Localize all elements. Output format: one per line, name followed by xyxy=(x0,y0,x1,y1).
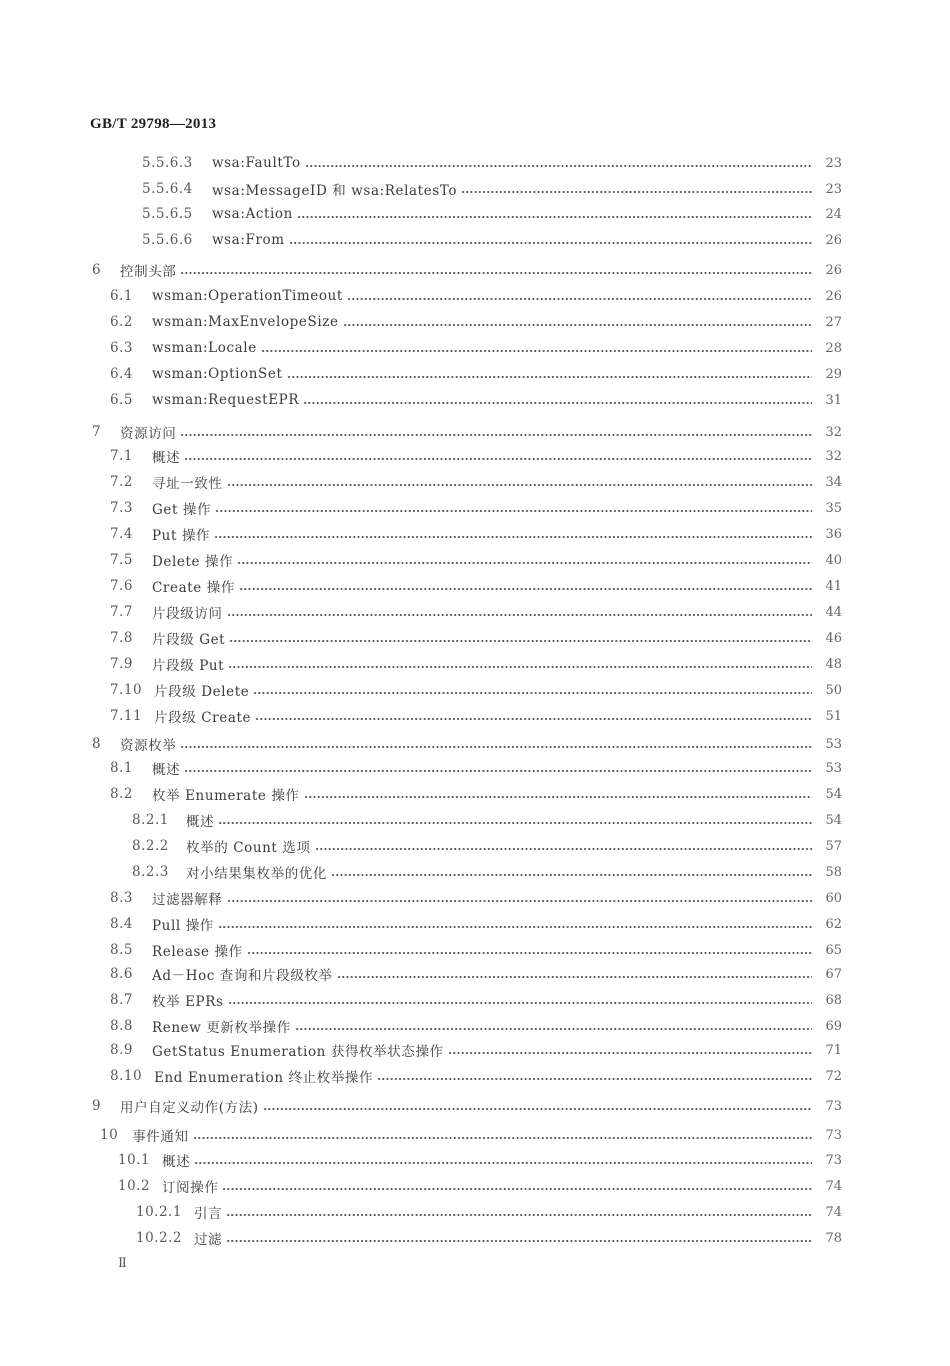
toc-entry-page-number: 40 xyxy=(825,552,842,568)
toc-dot-leader xyxy=(229,640,812,642)
toc-entry-title: 片段级 Get xyxy=(152,632,226,648)
toc-entry[interactable] xyxy=(110,312,842,332)
toc-entry-title: Renew 更新枚举操作 xyxy=(152,1020,291,1036)
toc-dot-leader xyxy=(227,484,813,486)
toc-entry-title: End Enumeration 终止枚举操作 xyxy=(154,1070,374,1086)
toc-entry-number: 7.9 xyxy=(110,656,133,672)
toc-entry-title: 寻址一致性 xyxy=(152,476,223,492)
toc-entry-number: 7.7 xyxy=(110,604,133,620)
toc-entry-title: 枚举 Enumerate 操作 xyxy=(152,788,300,804)
standard-code-header: GB/T 29798—2013 xyxy=(90,116,217,132)
toc-entry-number: 8.4 xyxy=(110,916,133,932)
toc-entry-title: wsman:OptionSet xyxy=(152,366,283,382)
toc-entry-title: 概述 xyxy=(152,762,181,778)
toc-dot-leader xyxy=(239,588,812,590)
toc-entry[interactable] xyxy=(110,784,842,804)
toc-dot-leader xyxy=(315,848,812,850)
toc-entry-number: 7.11 xyxy=(110,708,143,724)
toc-entry-number: 8.7 xyxy=(110,992,133,1008)
toc-entry-page-number: 26 xyxy=(825,232,842,248)
toc-entry-title: wsa:Action xyxy=(212,206,293,222)
toc-entry-page-number: 32 xyxy=(825,448,842,464)
toc-entry-page-number: 58 xyxy=(825,864,842,880)
toc-entry[interactable] xyxy=(132,862,842,882)
toc-entry-number: 7.5 xyxy=(110,552,133,568)
toc-entry-title: wsman:RequestEPR xyxy=(152,392,300,408)
toc-entry-page-number: 57 xyxy=(825,838,842,854)
toc-entry[interactable] xyxy=(118,1176,842,1196)
toc-dot-leader xyxy=(461,191,812,193)
toc-entry-title: wsa:MessageID 和 wsa:RelatesTo xyxy=(212,183,458,199)
toc-entry-page-number: 73 xyxy=(825,1098,842,1114)
toc-entry-number: 8.5 xyxy=(110,942,133,958)
toc-entry-number: 8.9 xyxy=(110,1042,133,1058)
toc-entry[interactable] xyxy=(110,550,842,570)
toc-entry[interactable] xyxy=(142,230,842,250)
toc-entry-page-number: 50 xyxy=(825,682,842,698)
toc-dot-leader xyxy=(193,1137,812,1139)
toc-entry-number: 6.5 xyxy=(110,392,133,408)
toc-dot-leader xyxy=(297,216,812,218)
toc-entry-title: 片段级 Put xyxy=(152,658,225,674)
toc-entry-title: 对小结果集枚举的优化 xyxy=(186,866,327,882)
toc-entry-page-number: 46 xyxy=(825,630,842,646)
toc-entry-number: 8.2 xyxy=(110,786,133,802)
toc-dot-leader xyxy=(295,1028,812,1030)
toc-entry-page-number: 73 xyxy=(825,1127,842,1143)
toc-entry-number: 7.1 xyxy=(110,448,133,464)
toc-dot-leader xyxy=(184,770,812,772)
toc-dot-leader xyxy=(263,1108,812,1110)
toc-entry-number: 10.2 xyxy=(118,1178,151,1194)
toc-entry[interactable] xyxy=(132,810,842,830)
toc-entry[interactable] xyxy=(118,1150,842,1170)
toc-entry-number: 7.10 xyxy=(110,682,143,698)
toc-entry-number: 7.2 xyxy=(110,474,133,490)
toc-entry-number: 8.8 xyxy=(110,1018,133,1034)
toc-entry-number: 5.5.6.3 xyxy=(142,155,193,171)
toc-entry-number: 8.2.2 xyxy=(132,838,169,854)
toc-entry-title: wsa:From xyxy=(212,232,285,248)
toc-entry-title: 过滤 xyxy=(193,1232,223,1248)
toc-entry-number: 10.1 xyxy=(118,1152,151,1168)
toc-entry[interactable] xyxy=(110,888,842,908)
toc-entry[interactable] xyxy=(110,602,842,622)
toc-entry-page-number: 53 xyxy=(825,736,842,752)
toc-entry-number: 6.2 xyxy=(110,314,133,330)
toc-dot-leader xyxy=(227,900,813,902)
toc-entry-page-number: 62 xyxy=(825,916,842,932)
toc-entry-title: 资源访问 xyxy=(120,426,177,442)
toc-entry-number: 8.3 xyxy=(110,890,133,906)
toc-entry[interactable] xyxy=(110,524,842,544)
toc-entry-number: 7 xyxy=(92,424,102,440)
toc-entry-title: Get 操作 xyxy=(152,502,212,518)
toc-entry-number: 6 xyxy=(92,262,102,278)
toc-dot-leader xyxy=(253,692,812,694)
toc-dot-leader xyxy=(227,614,813,616)
toc-entry-page-number: 69 xyxy=(825,1018,842,1034)
toc-dot-leader xyxy=(180,272,812,274)
toc-entry[interactable] xyxy=(110,576,842,596)
toc-entry-page-number: 32 xyxy=(825,424,842,440)
toc-dot-leader xyxy=(237,562,812,564)
toc-entry[interactable] xyxy=(110,758,842,778)
toc-entry-page-number: 54 xyxy=(825,786,842,802)
toc-entry-title: Create 操作 xyxy=(152,580,235,596)
toc-entry-page-number: 78 xyxy=(825,1230,842,1246)
toc-entry[interactable] xyxy=(132,836,842,856)
toc-dot-leader xyxy=(215,510,812,512)
toc-entry[interactable] xyxy=(110,964,842,984)
toc-entry-number: 5.5.6.6 xyxy=(142,232,193,248)
toc-entry-number: 10 xyxy=(100,1127,119,1143)
toc-entry-number: 8.10 xyxy=(110,1068,143,1084)
toc-entry-title: wsman:MaxEnvelopeSize xyxy=(152,314,339,330)
toc-entry-title: Release 操作 xyxy=(152,944,243,960)
toc-dot-leader xyxy=(331,874,812,876)
toc-entry-title: 枚举 EPRs xyxy=(152,994,224,1010)
toc-entry[interactable] xyxy=(110,446,842,466)
toc-entry[interactable] xyxy=(110,472,842,492)
toc-entry[interactable] xyxy=(110,628,842,648)
toc-dot-leader xyxy=(303,402,812,404)
toc-entry-title: 引言 xyxy=(193,1206,223,1222)
toc-entry-page-number: 65 xyxy=(825,942,842,958)
toc-entry[interactable] xyxy=(110,498,842,518)
toc-entry-title: Pull 操作 xyxy=(152,918,214,934)
toc-entry[interactable] xyxy=(110,940,842,960)
toc-dot-leader xyxy=(255,718,812,720)
toc-entry[interactable] xyxy=(100,1125,842,1145)
toc-entry-page-number: 24 xyxy=(825,206,842,222)
toc-entry-title: 片段级访问 xyxy=(152,606,223,622)
toc-entry[interactable] xyxy=(110,654,842,674)
toc-entry-page-number: 26 xyxy=(825,262,842,278)
toc-entry[interactable] xyxy=(110,1066,842,1086)
toc-entry[interactable] xyxy=(142,179,842,199)
toc-dot-leader xyxy=(222,1188,812,1190)
toc-entry[interactable] xyxy=(136,1202,842,1222)
toc-entry-title: 控制头部 xyxy=(120,264,177,280)
toc-entry-title: 资源枚举 xyxy=(120,738,177,754)
toc-entry-number: 8.2.3 xyxy=(132,864,169,880)
toc-entry-title: 用户自定义动作(方法) xyxy=(120,1100,259,1116)
toc-dot-leader xyxy=(218,822,812,824)
toc-entry-page-number: 34 xyxy=(825,474,842,490)
toc-entry-number: 6.1 xyxy=(110,288,133,304)
toc-dot-leader xyxy=(180,434,812,436)
toc-entry-title: 过滤器解释 xyxy=(152,892,223,908)
toc-dot-leader xyxy=(287,376,812,378)
toc-entry-page-number: 53 xyxy=(825,760,842,776)
toc-entry[interactable] xyxy=(110,1016,842,1036)
toc-entry-title: 枚举的 Count 选项 xyxy=(186,840,311,856)
toc-dot-leader xyxy=(228,666,812,668)
toc-entry-title: 概述 xyxy=(186,814,215,830)
toc-dot-leader xyxy=(194,1162,812,1164)
toc-entry-page-number: 35 xyxy=(825,500,842,516)
toc-entry-page-number: 72 xyxy=(825,1068,842,1084)
toc-entry-page-number: 23 xyxy=(825,181,842,197)
toc-entry[interactable] xyxy=(110,680,842,700)
toc-entry-title: wsman:OperationTimeout xyxy=(152,288,343,304)
toc-dot-leader xyxy=(214,536,812,538)
toc-entry-page-number: 74 xyxy=(825,1178,842,1194)
toc-dot-leader xyxy=(226,1214,812,1216)
toc-entry-title: 片段级 Create xyxy=(154,710,252,726)
toc-dot-leader xyxy=(261,350,812,352)
toc-dot-leader xyxy=(180,746,812,748)
toc-entry-page-number: 54 xyxy=(825,812,842,828)
toc-entry-title: wsman:Locale xyxy=(152,340,257,356)
toc-dot-leader xyxy=(337,976,812,978)
toc-entry-title: GetStatus Enumeration 获得枚举状态操作 xyxy=(152,1044,444,1060)
toc-entry-title: 片段级 Delete xyxy=(154,684,250,700)
toc-dot-leader xyxy=(247,952,812,954)
toc-entry-number: 7.6 xyxy=(110,578,133,594)
toc-entry-page-number: 26 xyxy=(825,288,842,304)
toc-entry-page-number: 74 xyxy=(825,1204,842,1220)
toc-dot-leader xyxy=(377,1078,812,1080)
toc-entry-number: 5.5.6.4 xyxy=(142,181,193,197)
toc-entry-page-number: 48 xyxy=(825,656,842,672)
toc-entry[interactable] xyxy=(110,1040,842,1060)
toc-entry-title: 事件通知 xyxy=(132,1129,189,1145)
toc-entry[interactable] xyxy=(136,1228,842,1248)
toc-entry-title: wsa:FaultTo xyxy=(212,155,301,171)
toc-entry-number: 6.3 xyxy=(110,340,133,356)
toc-entry-page-number: 36 xyxy=(825,526,842,542)
toc-entry-page-number: 71 xyxy=(825,1042,842,1058)
toc-entry-page-number: 23 xyxy=(825,155,842,171)
toc-dot-leader xyxy=(305,165,812,167)
toc-entry-page-number: 29 xyxy=(825,366,842,382)
toc-entry-number: 7.3 xyxy=(110,500,133,516)
toc-entry-number: 8.1 xyxy=(110,760,133,776)
toc-dot-leader xyxy=(304,796,812,798)
toc-entry-title: Put 操作 xyxy=(152,528,211,544)
toc-dot-leader xyxy=(228,1002,812,1004)
toc-entry[interactable] xyxy=(92,734,842,754)
toc-entry-page-number: 44 xyxy=(825,604,842,620)
toc-entry[interactable] xyxy=(142,153,842,173)
toc-dot-leader xyxy=(289,242,812,244)
toc-entry-page-number: 31 xyxy=(825,392,842,408)
toc-entry-page-number: 60 xyxy=(825,890,842,906)
toc-entry[interactable] xyxy=(110,914,842,934)
toc-entry-number: 7.4 xyxy=(110,526,133,542)
toc-entry[interactable] xyxy=(110,364,842,384)
toc-entry[interactable] xyxy=(92,1096,842,1116)
toc-entry-title: 概述 xyxy=(152,450,181,466)
toc-dot-leader xyxy=(343,324,812,326)
toc-entry-number: 5.5.6.5 xyxy=(142,206,193,222)
toc-entry[interactable] xyxy=(110,706,842,726)
toc-entry-page-number: 73 xyxy=(825,1152,842,1168)
toc-dot-leader xyxy=(226,1240,812,1242)
toc-entry-title: 概述 xyxy=(162,1154,191,1170)
toc-entry[interactable] xyxy=(142,204,842,224)
toc-dot-leader xyxy=(218,926,812,928)
toc-dot-leader xyxy=(448,1052,812,1054)
toc-entry-page-number: 27 xyxy=(825,314,842,330)
toc-entry-number: 7.8 xyxy=(110,630,133,646)
toc-entry[interactable] xyxy=(92,422,842,442)
toc-entry[interactable] xyxy=(110,390,842,410)
toc-entry-number: 10.2.1 xyxy=(136,1204,182,1220)
toc-entry[interactable] xyxy=(110,286,842,306)
toc-entry-number: 8 xyxy=(92,736,102,752)
toc-entry-title: Ad－Hoc 查询和片段级枚举 xyxy=(152,968,333,984)
toc-entry-number: 8.6 xyxy=(110,966,133,982)
toc-entry-page-number: 28 xyxy=(825,340,842,356)
page-number: Ⅱ xyxy=(118,1256,127,1271)
toc-entry[interactable] xyxy=(92,260,842,280)
toc-entry-title: 订阅操作 xyxy=(162,1180,219,1196)
toc-entry-page-number: 67 xyxy=(825,966,842,982)
toc-entry-number: 8.2.1 xyxy=(132,812,169,828)
toc-entry-number: 10.2.2 xyxy=(136,1230,182,1246)
toc-entry[interactable] xyxy=(110,990,842,1010)
toc-entry-title: Delete 操作 xyxy=(152,554,234,570)
toc-entry-number: 6.4 xyxy=(110,366,133,382)
toc-entry-page-number: 51 xyxy=(825,708,842,724)
toc-entry[interactable] xyxy=(110,338,842,358)
toc-dot-leader xyxy=(347,298,812,300)
toc-entry-number: 9 xyxy=(92,1098,102,1114)
toc-entry-page-number: 41 xyxy=(825,578,842,594)
toc-entry-page-number: 68 xyxy=(825,992,842,1008)
toc-dot-leader xyxy=(184,458,812,460)
